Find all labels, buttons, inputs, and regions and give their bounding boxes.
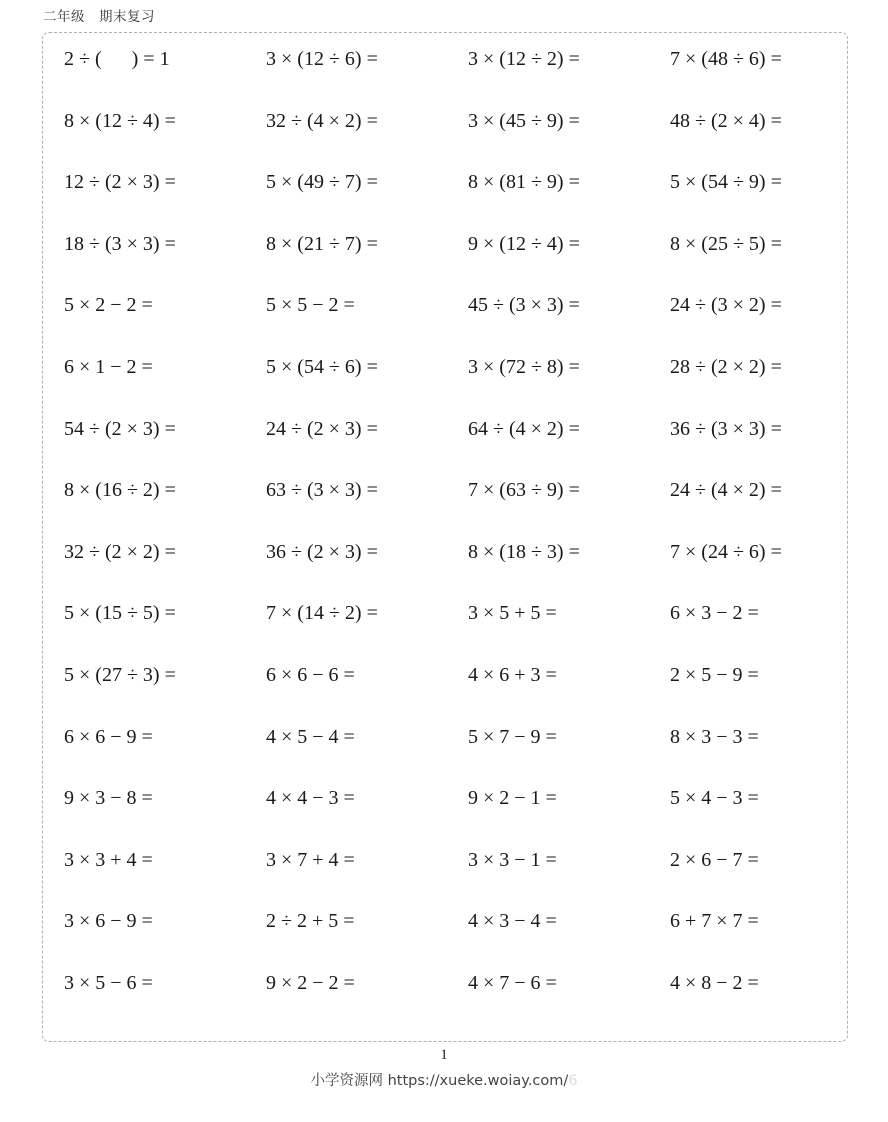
math-problem: 3 × (12 ÷ 2) = xyxy=(468,48,580,70)
math-problem: 5 × 7 − 9 = xyxy=(468,725,557,748)
watermark xyxy=(0,1069,888,1090)
math-problem: 64 ÷ (4 × 2) = xyxy=(468,417,580,440)
exercise-row xyxy=(64,167,864,197)
math-problem: 3 × 7 + 4 = xyxy=(266,848,355,871)
math-problem: 3 × 5 − 6 = xyxy=(64,972,153,994)
math-problem: 8 × (25 ÷ 5) = xyxy=(670,232,782,255)
math-problem: 3 × 3 + 4 = xyxy=(64,848,153,871)
math-problem: 8 × 3 − 3 = xyxy=(670,725,759,748)
math-problem: 9 × (12 ÷ 4) = xyxy=(468,232,580,255)
math-problem: 3 × (12 ÷ 6) = xyxy=(266,48,378,70)
watermark-faint-suffix: 6 xyxy=(568,1073,578,1089)
exercise-row xyxy=(64,906,864,936)
math-problem: 24 ÷ (4 × 2) = xyxy=(670,479,782,502)
math-problem: 32 ÷ (2 × 2) = xyxy=(64,540,176,563)
math-problem: 5 × 5 − 2 = xyxy=(266,294,355,317)
math-problem: 3 × 6 − 9 = xyxy=(64,910,153,933)
math-problem: 6 + 7 × 7 = xyxy=(670,910,759,933)
math-problem: 7 × (48 ÷ 6) = xyxy=(670,48,782,70)
math-problem: 6 × 6 − 9 = xyxy=(64,725,153,748)
math-problem: 5 × (15 ÷ 5) = xyxy=(64,602,176,625)
math-problem: 36 ÷ (2 × 3) = xyxy=(266,540,378,563)
page-number: 1 xyxy=(440,1047,448,1063)
math-problem: 5 × (27 ÷ 3) = xyxy=(64,664,176,686)
exercise-row xyxy=(64,352,864,382)
exercise-row xyxy=(64,475,864,505)
math-problem: 32 ÷ (4 × 2) = xyxy=(266,109,378,132)
math-problem: 8 × (12 ÷ 4) = xyxy=(64,109,176,132)
math-problem: 4 × 8 − 2 = xyxy=(670,972,759,994)
math-problem: 5 × (54 ÷ 9) = xyxy=(670,171,782,194)
watermark-text: 小学资源网 https://xueke.woiay.com/ xyxy=(310,1073,569,1089)
math-problem: 7 × (24 ÷ 6) = xyxy=(670,540,782,563)
math-problem: 2 × 5 − 9 = xyxy=(670,664,759,686)
math-problem: 5 × (54 ÷ 6) = xyxy=(266,356,378,378)
math-problem: 6 × 3 − 2 = xyxy=(670,602,759,625)
math-problem: 3 × 3 − 1 = xyxy=(468,848,557,871)
exercise-row xyxy=(64,229,864,259)
exercise-row xyxy=(64,106,864,136)
math-problem: 3 × (45 ÷ 9) = xyxy=(468,109,580,132)
math-problem: 4 × 7 − 6 = xyxy=(468,972,557,994)
math-problem: 18 ÷ (3 × 3) = xyxy=(64,232,176,255)
math-problem: 7 × (63 ÷ 9) = xyxy=(468,479,580,502)
math-problem: 6 × 1 − 2 = xyxy=(64,356,153,378)
math-problem: 3 × 5 + 5 = xyxy=(468,602,557,625)
math-problem: 9 × 3 − 8 = xyxy=(64,787,153,810)
math-problem: 3 × (72 ÷ 8) = xyxy=(468,356,580,378)
math-problem: 4 × 4 − 3 = xyxy=(266,787,355,810)
exercise-row xyxy=(64,44,864,74)
math-problem: 24 ÷ (3 × 2) = xyxy=(670,294,782,317)
math-problem: 45 ÷ (3 × 3) = xyxy=(468,294,580,317)
exercise-row xyxy=(64,660,864,690)
math-problem: 63 ÷ (3 × 3) = xyxy=(266,479,378,502)
math-problem: 7 × (14 ÷ 2) = xyxy=(266,602,378,625)
exercise-row xyxy=(64,845,864,875)
exercise-row xyxy=(64,414,864,444)
math-problem: 8 × (21 ÷ 7) = xyxy=(266,232,378,255)
math-problem: 8 × (18 ÷ 3) = xyxy=(468,540,580,563)
math-problem: 6 × 6 − 6 = xyxy=(266,664,355,686)
exercise-row xyxy=(64,722,864,752)
exercise-row xyxy=(64,968,864,998)
math-problem: 12 ÷ (2 × 3) = xyxy=(64,171,176,194)
worksheet-header-title: 二年级 期末复习 xyxy=(43,9,155,25)
math-problem: 4 × 5 − 4 = xyxy=(266,725,355,748)
exercise-row xyxy=(64,783,864,813)
math-problem: 8 × (16 ÷ 2) = xyxy=(64,479,176,502)
math-problem: 9 × 2 − 1 = xyxy=(468,787,557,810)
math-problem: 4 × 6 + 3 = xyxy=(468,664,557,686)
math-problem: 5 × 2 − 2 = xyxy=(64,294,153,317)
math-problem: 2 ÷ ( ) = 1 xyxy=(64,48,170,70)
math-problem: 5 × 4 − 3 = xyxy=(670,787,759,810)
math-problem: 2 ÷ 2 + 5 = xyxy=(266,910,355,933)
math-problem: 48 ÷ (2 × 4) = xyxy=(670,109,782,132)
math-problem: 28 ÷ (2 × 2) = xyxy=(670,356,782,378)
math-problem: 5 × (49 ÷ 7) = xyxy=(266,171,378,194)
math-problem: 8 × (81 ÷ 9) = xyxy=(468,171,580,194)
math-problem: 36 ÷ (3 × 3) = xyxy=(670,417,782,440)
exercise-row xyxy=(64,598,864,628)
math-problem: 54 ÷ (2 × 3) = xyxy=(64,417,176,440)
math-problem: 4 × 3 − 4 = xyxy=(468,910,557,933)
exercise-row xyxy=(64,537,864,567)
math-problem: 2 × 6 − 7 = xyxy=(670,848,759,871)
exercise-row xyxy=(64,290,864,320)
math-problem: 9 × 2 − 2 = xyxy=(266,972,355,994)
math-problem: 24 ÷ (2 × 3) = xyxy=(266,417,378,440)
